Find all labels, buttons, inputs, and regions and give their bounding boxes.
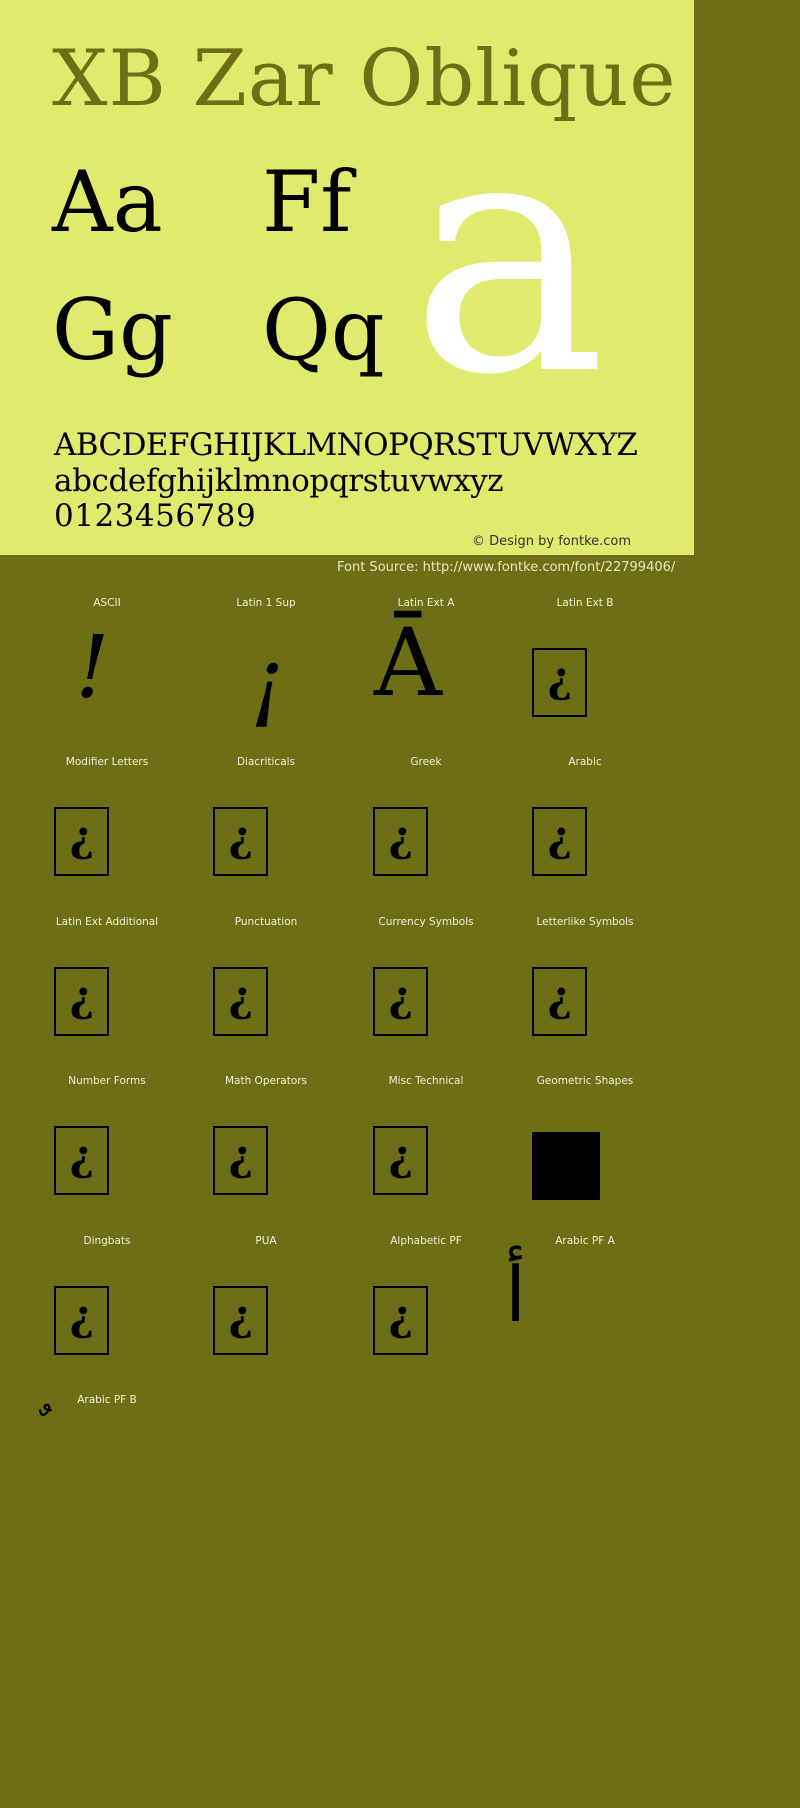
coverage-cell [186,756,346,916]
missing-glyph-icon: ? [69,817,94,867]
missing-glyph-box [373,1126,428,1195]
glyph-pair-aa: Aa [52,153,163,251]
coverage-cell [27,916,187,1076]
coverage-cell [27,1075,187,1235]
coverage-cell [27,1394,187,1554]
arabic-alef-hamza-glyph: أ [505,1250,527,1339]
missing-glyph-icon: ? [69,977,94,1027]
coverage-cell-label: Diacriticals [236,756,296,768]
missing-glyph-box [213,1286,268,1355]
uppercase-alphabet: ABCDEFGHIJKLMNOPQRSTUVWXYZ [54,427,638,463]
coverage-cell [505,597,665,757]
missing-glyph-icon: ? [69,1136,94,1186]
missing-glyph-box [213,807,268,876]
coverage-cell-label: Latin Ext Additional [55,916,159,928]
coverage-cell [346,916,506,1076]
digits-row: 0123456789 [54,498,257,534]
coverage-cell-label: Arabic PF B [77,1394,137,1406]
big-sample-glyph: a [410,63,607,447]
lowercase-alphabet: abcdefghijklmnopqrstuvwxyz [54,463,504,499]
design-credit: © Design by fontke.com [472,534,632,549]
glyph-pair-gg: Gg [52,281,173,379]
font-title: XB Zar Oblique [52,34,677,124]
missing-glyph-icon: ? [388,1296,413,1346]
a-macron-glyph: Ā [374,609,442,718]
coverage-cell-label: Letterlike Symbols [536,916,634,928]
coverage-cell [186,916,346,1076]
missing-glyph-icon: ? [228,1296,253,1346]
coverage-cell [186,1235,346,1395]
coverage-cell [346,756,506,916]
coverage-cell-label: Latin 1 Sup [236,597,296,609]
missing-glyph-icon: ? [388,1136,413,1186]
font-source-link[interactable]: Font Source: http://www.fontke.com/font/22799406/ [337,560,676,575]
coverage-cell-label: Currency Symbols [378,916,474,928]
coverage-cell [27,597,187,757]
coverage-cell-label: Alphabetic PF [390,1235,462,1247]
missing-glyph-icon: ? [547,658,572,708]
arabic-presentation-glyph: ﹲ [39,1402,52,1453]
coverage-cell-label: Arabic PF A [555,1235,615,1247]
missing-glyph-box [373,807,428,876]
coverage-cell-label: ASCII [93,597,121,609]
exclamation-glyph: ! [75,618,110,718]
missing-glyph-box [54,807,109,876]
coverage-cell [505,1235,665,1395]
inverted-exclamation-glyph: ¡ [250,632,285,732]
missing-glyph-box [54,1286,109,1355]
coverage-cell-label: Math Operators [224,1075,308,1087]
missing-glyph-icon: ? [228,1136,253,1186]
coverage-cell [27,756,187,916]
missing-glyph-icon: ? [228,817,253,867]
specimen-header [0,0,694,555]
missing-glyph-box [54,967,109,1036]
coverage-cell [346,597,506,757]
missing-glyph-icon: ? [547,817,572,867]
missing-glyph-box [532,967,587,1036]
coverage-cell-label: Geometric Shapes [536,1075,634,1087]
missing-glyph-box [373,1286,428,1355]
missing-glyph-box [54,1126,109,1195]
missing-glyph-box [373,967,428,1036]
coverage-cell [27,1235,187,1395]
coverage-cell [346,1235,506,1395]
missing-glyph-box [532,807,587,876]
coverage-cell [186,597,346,757]
coverage-cell-label: Greek [410,756,442,768]
missing-glyph-icon: ? [388,817,413,867]
missing-glyph-icon: ? [547,977,572,1027]
missing-glyph-icon: ? [228,977,253,1027]
coverage-cell-label: Modifier Letters [65,756,149,768]
coverage-cell-label: Latin Ext B [556,597,614,609]
coverage-cell [346,1075,506,1235]
coverage-cell [186,1075,346,1235]
missing-glyph-box [213,1126,268,1195]
glyph-pair-ff: Ff [262,153,352,251]
coverage-cell-label: Number Forms [68,1075,146,1087]
missing-glyph-icon: ? [69,1296,94,1346]
missing-glyph-icon: ? [388,977,413,1027]
coverage-cell-label: Arabic [568,756,602,768]
missing-glyph-box [213,967,268,1036]
coverage-cell [505,1075,665,1235]
missing-glyph-box [532,648,587,717]
glyph-pair-qq: Qq [262,281,385,379]
black-square-glyph [532,1132,600,1200]
coverage-cell [505,916,665,1076]
coverage-cell-label: Misc Technical [388,1075,464,1087]
coverage-cell-label: Latin Ext A [397,597,455,609]
coverage-cell [505,756,665,916]
coverage-cell-label: Punctuation [234,916,298,928]
coverage-cell-label: PUA [255,1235,277,1247]
coverage-cell-label: Dingbats [83,1235,131,1247]
